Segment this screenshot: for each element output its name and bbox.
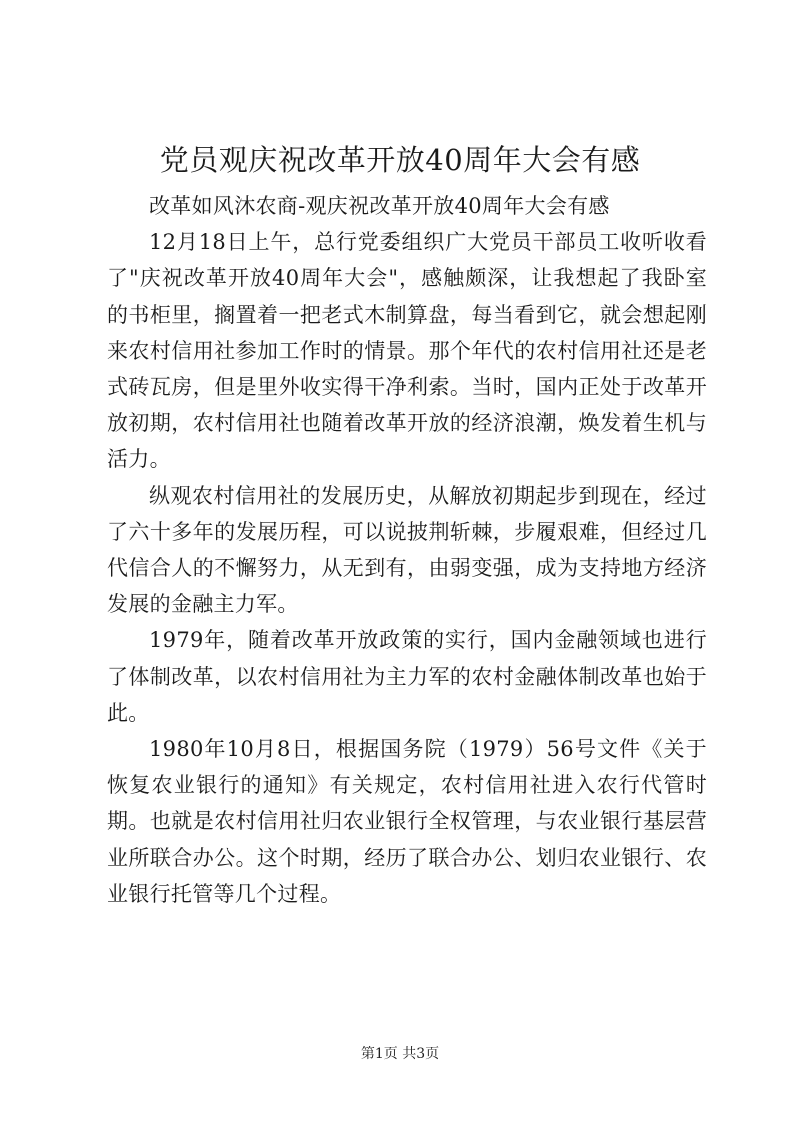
body-paragraph: 1979年，随着改革开放政策的实行，国内金融领域也进行了体制改革，以农村信用社为主力军的农村金融体制改革也始于此。 [107,628,707,725]
document-body [107,188,707,912]
body-paragraph: 12月18日上午，总行党委组织广大党员干部员工收听收看了"庆祝改革开放40周年大会"，感触颇深，让我想起了我卧室的书柜里，搁置着一把老式木制算盘，每当看到它，就会想起刚来农村信用社参加工作时的情景。那个年代的农村信用社还是老式砖瓦房，但是里外收实得干净利索。当时，国内正处于改革开放初期，农村信用社也随着改革开放的经济浪潮，焕发着生机与活力。 [107,230,707,472]
body-paragraph: 纵观农村信用社的发展历史，从解放初期起步到现在，经过了六十多年的发展历程，可以说披荆斩棘，步履艰难，但经过几代信合人的不懈努力，从无到有，由弱变强，成为支持地方经济发展的金融主力军。 [107,483,707,617]
body-paragraph: 1980年10月8日，根据国务院（1979）56号文件《关于恢复农业银行的通知》有关规定，农村信用社进入农行代管时期。也就是农村信用社归农业银行全权管理，与农业银行基层营业所联合办公。这个时期，经历了联合办公、划归农业银行、农业银行托管等几个过程。 [107,737,707,906]
page-number-footer: 第1页 共3页 [360,1046,440,1062]
subtitle-paragraph: 改革如风沐农商-观庆祝改革开放40周年大会有感 [149,194,610,218]
document-title: 党员观庆祝改革开放40周年大会有感 [159,143,641,177]
